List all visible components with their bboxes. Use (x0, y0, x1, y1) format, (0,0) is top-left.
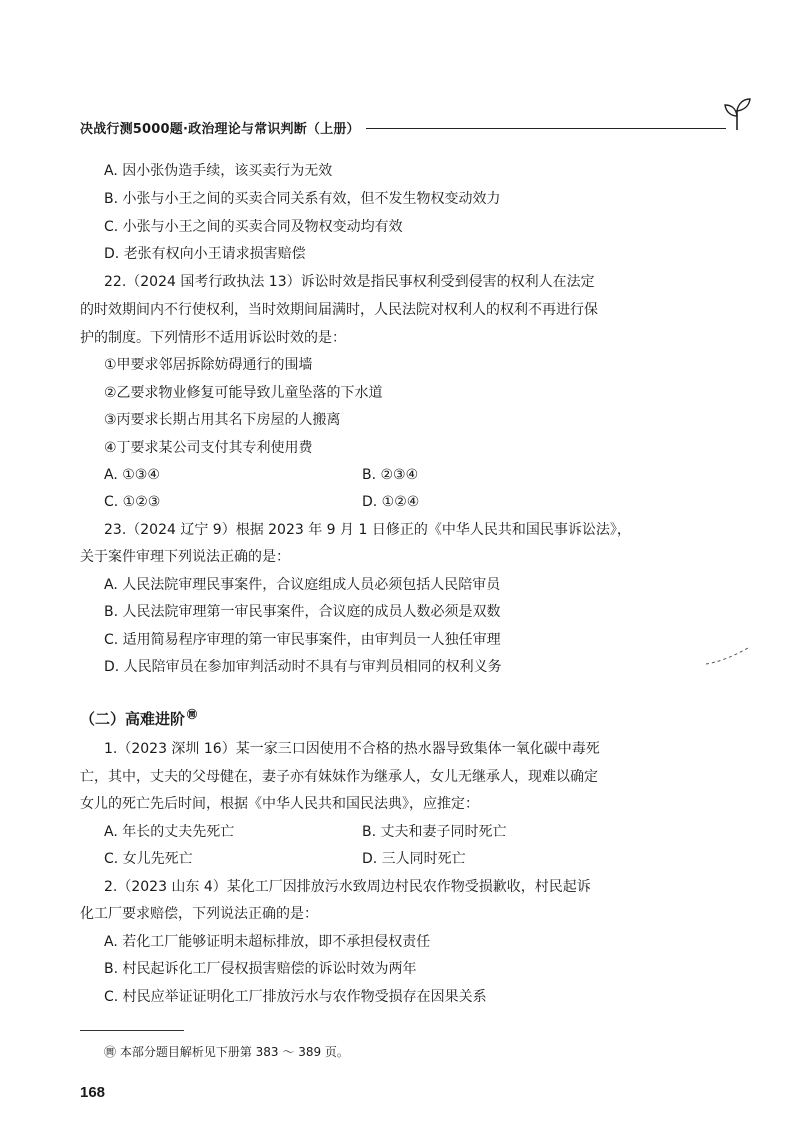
s2q1-option-d: D. 三人同时死亡 (362, 851, 466, 867)
q22-item-1: ①甲要求邻居拆除妨碍通行的围墙 (104, 357, 313, 373)
footnote (104, 1042, 349, 1062)
q22-stem-line1: 22.（2024 国考行政执法 13）诉讼时效是指民事权利受到侵害的权利人在法定 (104, 274, 595, 290)
q22-stem-line2: 的时效期间内不行使权利，当时效期间届满时，人民法院对权利人的权利不再进行保 (80, 302, 598, 318)
q22-option-a: A. ①③④ (104, 467, 160, 483)
section-title (80, 706, 197, 729)
q21-option-d: D. 老张有权向小王请求损害赔偿 (104, 246, 306, 262)
q23-option-a: A. 人民法院审理民事案件，合议庭组成人员必须包括人民陪审员 (104, 577, 501, 593)
q22-item-2: ②乙要求物业修复可能导致儿童坠落的下水道 (104, 385, 383, 401)
q21-option-b: B. 小张与小王之间的买卖合同关系有效，但不发生物权变动效力 (104, 191, 501, 207)
footnote-rule (80, 1030, 184, 1031)
section-title-text: （二）高难进阶 (80, 710, 186, 728)
page-number: 168 (80, 1084, 106, 1101)
q21-option-a: A. 因小张伪造手续，该买卖行为无效 (104, 163, 333, 179)
sprout-icon (722, 96, 752, 132)
s2q1-option-b: B. 丈夫和妻子同时死亡 (362, 824, 507, 840)
s2q2-option-b: B. 村民起诉化工厂侵权损害赔偿的诉讼时效为两年 (104, 961, 417, 977)
q23-stem-line1: 23.（2024 辽宁 9）根据 2023 年 9 月 1 日修正的《中华人民共和国民事诉讼法》， (104, 522, 631, 538)
page-header (80, 118, 760, 144)
q22-item-3: ③丙要求长期占用其名下房屋的人搬离 (104, 412, 341, 428)
s2q2-stem-line2: 化工厂要求赔偿，下列说法正确的是： (80, 906, 318, 922)
q23-option-d: D. 人民陪审员在参加审判活动时不具有与审判员相同的权利义务 (104, 659, 502, 675)
s2q1-option-a: A. 年长的丈夫先死亡 (104, 824, 235, 840)
q22-option-c: C. ①②③ (104, 494, 161, 510)
q22-option-d: D. ①②④ (362, 494, 420, 510)
s2q1-stem-line1: 1.（2023 深圳 16）某一家三口因使用不合格的热水器导致集体一氧化碳中毒死 (104, 741, 600, 757)
q23-option-c: C. 适用简易程序审理的第一审民事案件，由审判员一人独任审理 (104, 632, 501, 648)
q23-option-b: B. 人民法院审理第一审民事案件，合议庭的成员人数必须是双数 (104, 604, 501, 620)
q21-option-c: C. 小张与小王之间的买卖合同及物权变动均有效 (104, 219, 403, 235)
q22-item-4: ④丁要求某公司支付其专利使用费 (104, 440, 313, 456)
s2q2-option-a: A. 若化工厂能够证明未超标排放，即不承担侵权责任 (104, 934, 431, 950)
header-rule (366, 128, 726, 129)
scan-artifact (704, 644, 750, 668)
q22-option-b: B. ②③④ (362, 467, 419, 483)
s2q1-stem-line2: 亡，其中，丈夫的父母健在，妻子亦有妹妹作为继承人，女儿无继承人，现难以确定 (80, 769, 598, 785)
footnote-text: 本部分题目解析见下册第 383 ～ 389 页。 (119, 1045, 349, 1059)
header-title: 决战行测5000题·政治理论与常识判断（上册） (80, 122, 360, 137)
q22-stem-line3: 护的制度。下列情形不适用诉讼时效的是： (80, 330, 346, 346)
s2q1-stem-line3: 女儿的死亡先后时间，根据《中华人民共和国民法典》，应推定： (80, 796, 479, 812)
s2q2-option-c: C. 村民应举证证明化工厂排放污水与农作物受损存在因果关系 (104, 989, 487, 1005)
q23-stem-line2: 关于案件审理下列说法正确的是： (80, 549, 290, 565)
footnote-mark-icon: ㉄ (104, 1045, 117, 1059)
section-mark-icon: ㉄ (187, 710, 198, 721)
s2q1-option-c: C. 女儿先死亡 (104, 851, 193, 867)
s2q2-stem-line1: 2.（2023 山东 4）某化工厂因排放污水致周边村民农作物受损歉收，村民起诉 (104, 879, 591, 895)
